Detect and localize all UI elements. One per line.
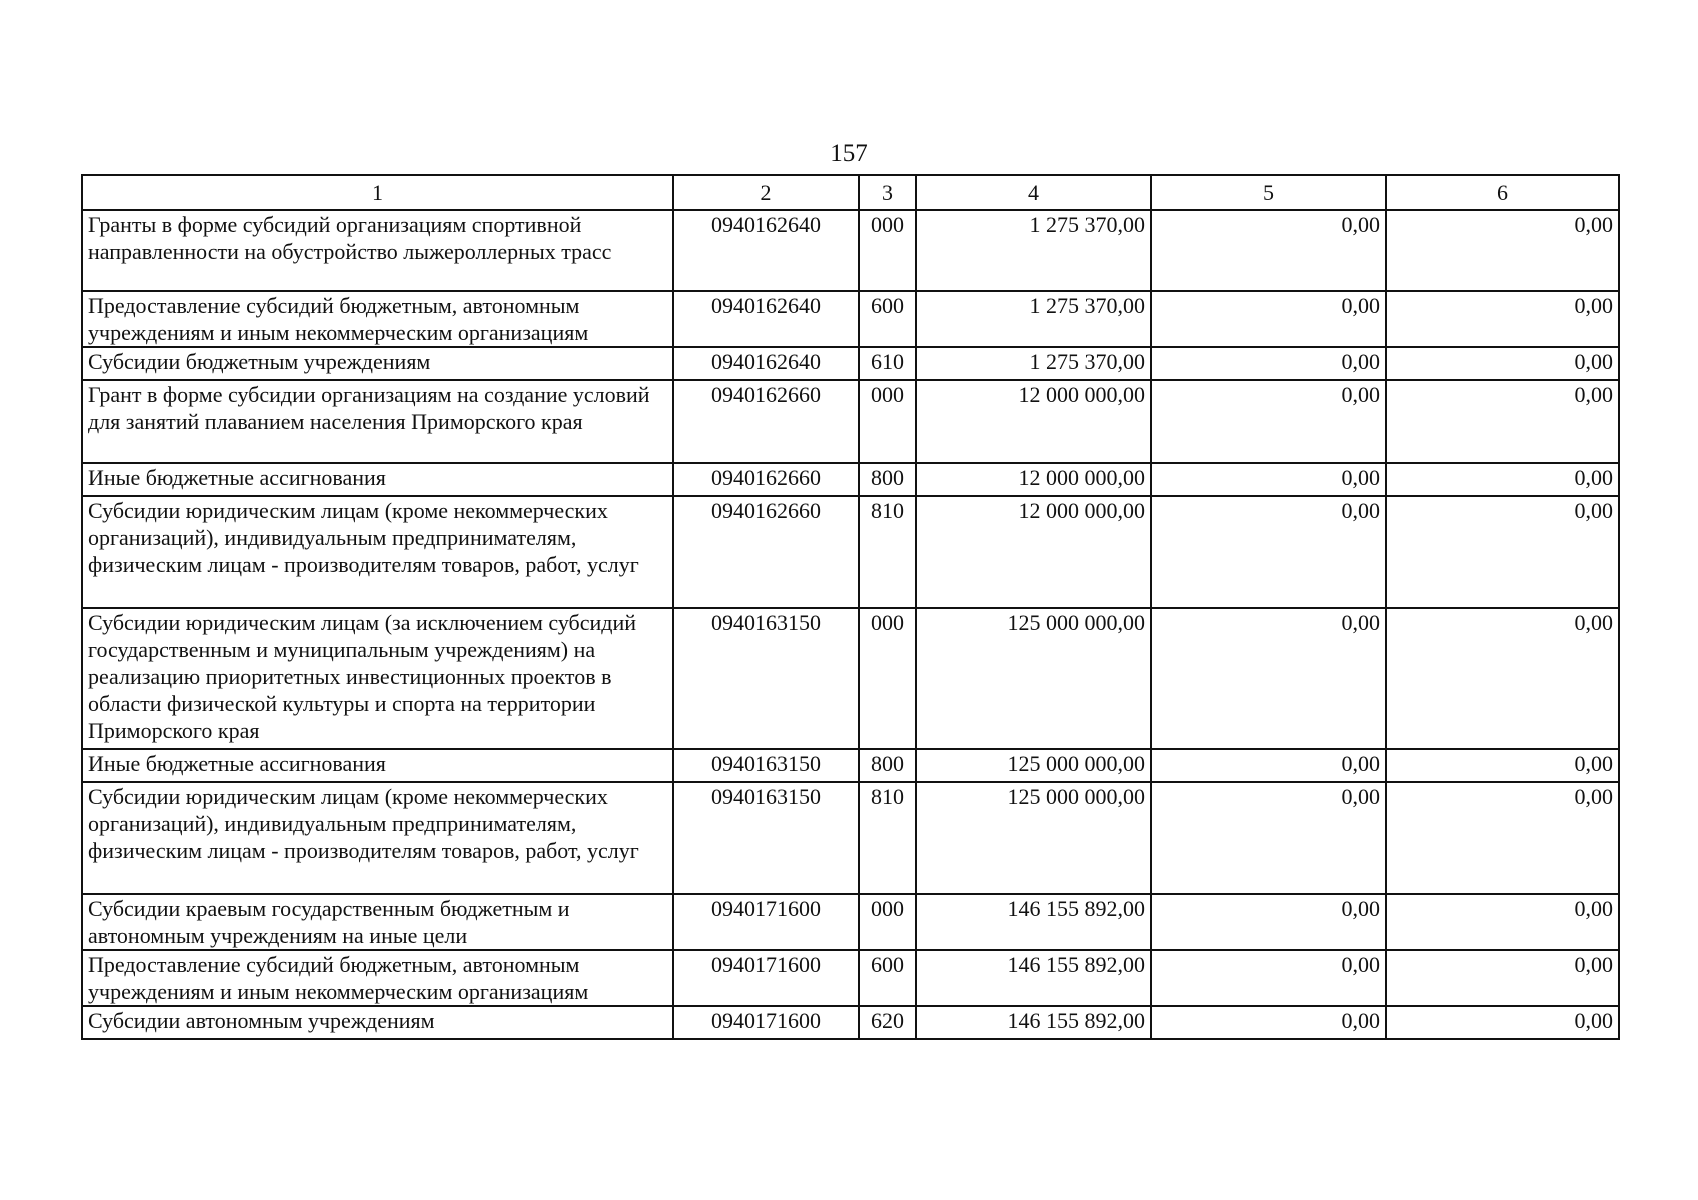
row-name: Грант в форме субсидии организациям на создание условий для занятий плаванием населения Приморского края [82, 380, 673, 463]
row-expense-type: 610 [859, 347, 916, 380]
row-amount-4: 146 155 892,00 [916, 894, 1151, 950]
row-target-code: 0940162660 [673, 496, 859, 608]
column-header-6: 6 [1386, 175, 1619, 210]
row-expense-type: 810 [859, 496, 916, 608]
row-target-code: 0940162640 [673, 291, 859, 347]
row-name: Предоставление субсидий бюджетным, автономным учреждениям и иным некоммерческим организациям [82, 291, 673, 347]
row-target-code: 0940162640 [673, 347, 859, 380]
row-amount-5: 0,00 [1151, 496, 1386, 608]
table-row [82, 749, 1619, 782]
table-row [82, 210, 1619, 291]
row-amount-4: 146 155 892,00 [916, 1006, 1151, 1039]
row-amount-6: 0,00 [1386, 894, 1619, 950]
table-row [82, 347, 1619, 380]
page-number: 157 [830, 140, 868, 167]
row-expense-type: 000 [859, 380, 916, 463]
budget-table [81, 174, 1620, 1040]
row-amount-4: 1 275 370,00 [916, 210, 1151, 291]
header-row [82, 175, 1619, 210]
row-amount-4: 1 275 370,00 [916, 291, 1151, 347]
table-row [82, 782, 1619, 894]
row-name: Субсидии юридическим лицам (за исключением субсидий государственным и муниципальным учреждениям) на реализацию приоритетных инвестиционных проектов в области физической культуры и спорта на территории Приморского края [82, 608, 673, 749]
row-amount-5: 0,00 [1151, 463, 1386, 496]
row-amount-6: 0,00 [1386, 291, 1619, 347]
column-header-5: 5 [1151, 175, 1386, 210]
row-amount-5: 0,00 [1151, 782, 1386, 894]
row-target-code: 0940162660 [673, 380, 859, 463]
row-amount-4: 125 000 000,00 [916, 749, 1151, 782]
row-amount-5: 0,00 [1151, 608, 1386, 749]
row-amount-6: 0,00 [1386, 496, 1619, 608]
row-amount-6: 0,00 [1386, 210, 1619, 291]
row-target-code: 0940163150 [673, 749, 859, 782]
row-name: Субсидии юридическим лицам (кроме некоммерческих организаций), индивидуальным предпринимателям, физическим лицам - производителям товаров, работ, услуг [82, 496, 673, 608]
table-row [82, 608, 1619, 749]
row-expense-type: 800 [859, 463, 916, 496]
row-amount-5: 0,00 [1151, 291, 1386, 347]
table-row [82, 1006, 1619, 1039]
row-target-code: 0940162660 [673, 463, 859, 496]
row-amount-6: 0,00 [1386, 380, 1619, 463]
row-amount-4: 12 000 000,00 [916, 496, 1151, 608]
row-amount-4: 1 275 370,00 [916, 347, 1151, 380]
row-target-code: 0940162640 [673, 210, 859, 291]
row-name: Гранты в форме субсидий организациям спортивной направленности на обустройство лыжероллерных трасс [82, 210, 673, 291]
row-name: Предоставление субсидий бюджетным, автономным учреждениям и иным некоммерческим организациям [82, 950, 673, 1006]
row-target-code: 0940163150 [673, 782, 859, 894]
table-row [82, 894, 1619, 950]
row-amount-5: 0,00 [1151, 1006, 1386, 1039]
row-amount-4: 12 000 000,00 [916, 380, 1151, 463]
column-header-4: 4 [916, 175, 1151, 210]
row-amount-6: 0,00 [1386, 347, 1619, 380]
row-target-code: 0940171600 [673, 950, 859, 1006]
row-target-code: 0940163150 [673, 608, 859, 749]
table-row [82, 463, 1619, 496]
row-expense-type: 000 [859, 894, 916, 950]
row-amount-5: 0,00 [1151, 894, 1386, 950]
row-name: Субсидии краевым государственным бюджетным и автономным учреждениям на иные цели [82, 894, 673, 950]
row-amount-5: 0,00 [1151, 380, 1386, 463]
column-header-3: 3 [859, 175, 916, 210]
row-amount-6: 0,00 [1386, 608, 1619, 749]
row-name: Иные бюджетные ассигнования [82, 749, 673, 782]
row-amount-4: 125 000 000,00 [916, 608, 1151, 749]
row-amount-6: 0,00 [1386, 950, 1619, 1006]
column-header-2: 2 [673, 175, 859, 210]
row-amount-6: 0,00 [1386, 782, 1619, 894]
row-expense-type: 810 [859, 782, 916, 894]
row-amount-5: 0,00 [1151, 210, 1386, 291]
row-name: Субсидии автономным учреждениям [82, 1006, 673, 1039]
row-expense-type: 600 [859, 950, 916, 1006]
row-expense-type: 600 [859, 291, 916, 347]
row-name: Субсидии бюджетным учреждениям [82, 347, 673, 380]
row-name: Субсидии юридическим лицам (кроме некоммерческих организаций), индивидуальным предпринимателям, физическим лицам - производителям товаров, работ, услуг [82, 782, 673, 894]
table-row [82, 496, 1619, 608]
row-expense-type: 000 [859, 608, 916, 749]
row-amount-5: 0,00 [1151, 950, 1386, 1006]
row-target-code: 0940171600 [673, 1006, 859, 1039]
row-target-code: 0940171600 [673, 894, 859, 950]
table-row [82, 950, 1619, 1006]
row-name: Иные бюджетные ассигнования [82, 463, 673, 496]
row-expense-type: 800 [859, 749, 916, 782]
table-row [82, 291, 1619, 347]
row-amount-6: 0,00 [1386, 463, 1619, 496]
row-amount-6: 0,00 [1386, 749, 1619, 782]
row-expense-type: 620 [859, 1006, 916, 1039]
table-row [82, 380, 1619, 463]
row-amount-5: 0,00 [1151, 749, 1386, 782]
column-header-1: 1 [82, 175, 673, 210]
row-amount-4: 12 000 000,00 [916, 463, 1151, 496]
row-amount-4: 125 000 000,00 [916, 782, 1151, 894]
row-amount-6: 0,00 [1386, 1006, 1619, 1039]
row-amount-5: 0,00 [1151, 347, 1386, 380]
row-expense-type: 000 [859, 210, 916, 291]
row-amount-4: 146 155 892,00 [916, 950, 1151, 1006]
